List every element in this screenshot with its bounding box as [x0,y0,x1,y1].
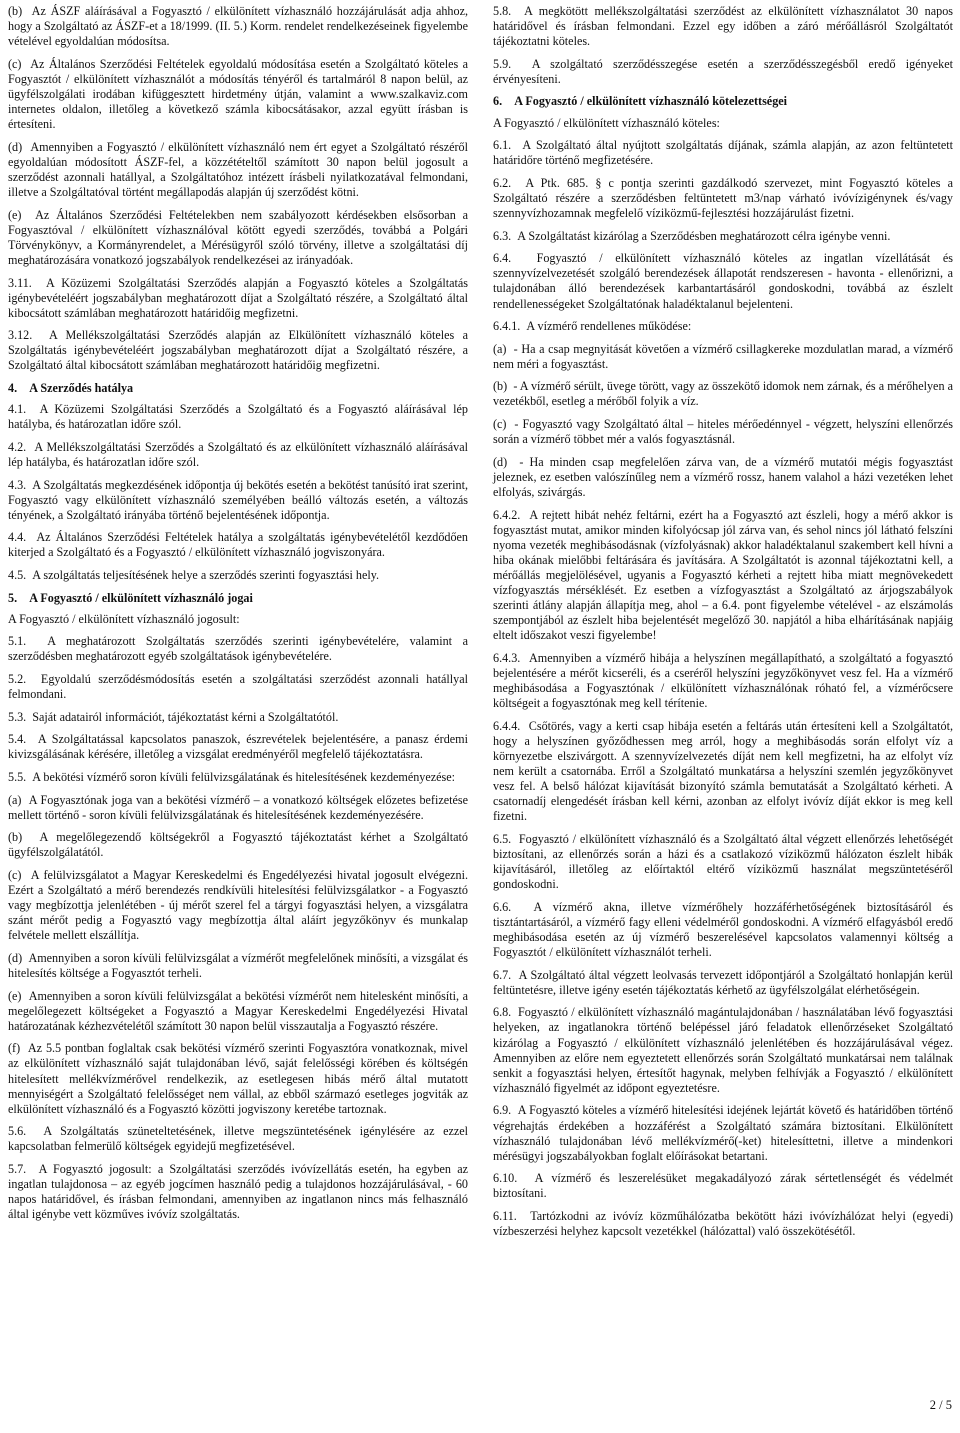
paragraph: (e) Amennyiben a soron kívüli felülvizsgálat a bekötési vízmérőt nem hitelesként minősíti, a megelőlegezett költségeket a Fogyasztó a Magyar Kereskedelmi Engedélyezési Hivatal határozatának kézhezvételétől számított 30 napon belül visszautalja a Fogyasztó részére. [8,988,468,1033]
paragraph: (a) A Fogyasztónak joga van a bekötési vízmérő – a vonatkozó költségek előzetes befizetése mellett történő - soron kívüli felülvizsgálatának és hitelesítésének kezdeményezésére. [8,792,468,822]
paragraph: A Fogyasztó / elkülönített vízhasználó jogosult: [8,611,240,626]
paragraph: 6.3. A Szolgáltatást kizárólag a Szerződésben meghatározott célra igénybe venni. [493,228,891,243]
paragraph: 3.11. A Közüzemi Szolgáltatási Szerződés alapján a Fogyasztó köteles a Szolgáltatás igénybevételéért jogszabályban meghatározott díjat a Szolgáltató részére, a Szolgáltató által kibocsátott számlában meghatározott határidőig megfizetni. [8,275,468,320]
right-column [493,4,953,1247]
paragraph: 6.2. A Ptk. 685. § c pontja szerinti gazdálkodó szervezet, mint Fogyasztó köteles a Szolgáltató részére a szerződésben feltüntetett m3/nap várható ivóvízigénynek és/vagy szennyvízhozamnak megfelelő víziközmű-fejlesztési hozzájárulást fizetni. [493,175,953,221]
paragraph: 6.11. Tartózkodni az ivóvíz közműhálózatba bekötött házi ivóvízhálózat helyi (egyedi) vízbeszerzési helyhez kapcsolt vezetékkel (hálózattal) való összekötésétől. [493,1208,953,1239]
paragraph: 4.5. A szolgáltatás teljesítésének helye a szerződés szerinti fogyasztási hely. [8,568,380,582]
paragraph: 5.3. Saját adatairól információt, tájékoztatást kérni a Szolgáltatótól. [8,709,339,724]
paragraph: 4.3. A Szolgáltatás megkezdésének időpontja új bekötés esetén a bekötést tanúsító irat szerint, Fogyasztó vagy elkülönített vízhasználó személyében beálló változás esetén, a változás tényének, a Szolgáltató irányába történő bejelentésének időpontja. [8,477,468,522]
paragraph: (d) Amennyiben a Fogyasztó / elkülönített vízhasználó nem ért egyet a Szolgáltató részéről egyoldalúan módosított ÁSZF-fel, a közzétételtől számított 30 napon belül jogosult a szerződést azonnali hatállyal, a Szolgáltatóhoz intézett írásbeli nyilatkozatával felmondani, illetve a Szolgáltatóval történt megállapodás alapján új szerződést kötni. [8,139,468,200]
paragraph: 6.4.1. A vízmérő rendellenes működése: [493,319,692,334]
paragraph: (f) Az 5.5 pontban foglaltak csak bekötési vízmérő szerinti Fogyasztóra vonatkoznak, mivel az elkülönített vízhasználó saját tulajdonában lévő, saját felelősségi körében és költségén hitelesített mellékvízmérővel rendelkezik, az esetlegesen hibás mérő által mutatott mennyiségért a Szolgáltató felelősséget nem vállal, az ebből származó esetleges jogviták az elkülönített vízhasználó és a Fogyasztó közötti jogviszony keretébe tartoznak. [8,1041,468,1116]
paragraph: (c) - Fogyasztó vagy Szolgáltató által – hiteles mérőedénnyel - végzett, helyszíni ellenőrzés során a vízmérő többet mér a valós fogyasztásnál. [493,417,953,447]
paragraph: 6.8. Fogyasztó / elkülönített vízhasználó magántulajdonában / használatában lévő fogyasztási helyeken, az ingatlanokra történő belépéssel járó feladatok ellenőrzéseket Szolgáltató kizárólag a Fogyasztó / elkülönített vízhasználó jelenlétében és hozzájárulásával végez. Amennyiben az előre nem egyeztetett ellenőrzés során Szolgáltató munkatársai nem találnak senkit a fogyasztási helyen, értesítőt hagynak, melyben felhívják a Fogyasztó / elkülönített vízhasználó figyelmét az időpont egyeztetésre. [493,1005,953,1095]
section-heading: 6. A Fogyasztó / elkülönített vízhasználó kötelezettségei [493,94,788,109]
paragraph: 6.5. Fogyasztó / elkülönített vízhasználó és a Szolgáltató által végzett ellenőrzés lehetőségét biztosítani, az ellenőrzés során a házi és a csatlakozó víziközmű hálózaton észlelt hibák kijavításáról, illetőleg az előírtaktól eltérő víziközmű használat megszüntetéséről gondoskodni. [493,831,953,892]
section-heading: 5. A Fogyasztó / elkülönített vízhasználó jogai [8,590,253,605]
paragraph: 6.6. A vízmérő akna, illetve vízmérőhely hozzáférhetőségének biztosításáról és tisztántartásáról, a vízmérő fagy elleni védelméről gondoskodni. A vízmérő elfagyásból eredő meghibásodása esetén az új vízmérő beszerelésével kapcsolatos valamennyi költség a Fogyasztót / elkülönített vízhasználót terheli. [493,899,953,960]
paragraph: 3.12. A Mellékszolgáltatási Szerződés alapján az Elkülönített vízhasználó köteles a Szolgáltatás igénybevételéért jogszabályban meghatározott díjat a Szolgáltató részére, a Szolgáltató által kibocsátott számlában meghatározott határidőig megfizetni. [8,328,468,373]
paragraph: A Fogyasztó / elkülönített vízhasználó köteles: [493,115,720,130]
paragraph: (b) Az ÁSZF aláírásával a Fogyasztó / elkülönített vízhasználó hozzájárulását adja ahhoz, hogy a Szolgáltató az ÁSZF-et a 18/1999. (II. 5.) Korm. rendelet rendelkezéseinek figyelembe vételével egyoldalúan módosítsa. [8,4,468,49]
paragraph: 6.7. A Szolgáltató által végzett leolvasás tervezett időpontjáról a Szolgáltató honlapján kerül feltüntetésre, illetve igény esetén tájékoztatás kérhető az ügyfélszolgálat elérhetőségein. [493,967,953,997]
paragraph: 4.2. A Mellékszolgáltatási Szerződés a Szolgáltató és az elkülönített vízhasználó aláírásával lép hatályba, és határozatlan időre szól. [8,439,468,469]
paragraph: 4.1. A Közüzemi Szolgáltatási Szerződés a Szolgáltató és a Fogyasztó aláírásával lép hatályba, és határozatlan időre szól. [8,402,468,432]
paragraph: 5.9. A szolgáltató szerződésszegése esetén a szerződésszegésből eredő igényeket érvényesíteni. [493,56,953,86]
paragraph: 5.8. A megkötött mellékszolgáltatási szerződést az elkülönített vízhasználatot 30 napos határidővel és írásban felmondani. Ezzel egy időben a záró mérőállásról Szolgáltatót tájékoztatni köteles. [493,4,953,49]
paragraph: 6.4.2. A rejtett hibát nehéz feltárni, ezért ha a Fogyasztó azt észleli, hogy a mérő akkor is fogyasztást mutat, amikor minden kifolyócsap jól zárva van, és sehol nincs jól látható felszíni nyoma vezeték meghibásodásnak (vízfolyásnak) akkor haladéktalanul szakembert kell hívni a hiba okának mielőbbi feltárására és javítására. A Szolgáltatót is azonnal tájékoztatni kell, a mérőállás megjelölésével, ugyanis a Fogyasztó kérheti a rejtett hiba miatt megnövekedett vízfogyasztás mérséklését. Ez esetben a vízfogyasztást a Szolgáltató az árjogszabályok szerinti átlány alapján állapítja meg, ahol – a 6.4. pont figyelembe vételével - az elszámolás szempontjából az észlelt hiba bejelentését megelőző 30. napjától a hiba elhárításának napjáig eltelt időszakot veszi figyelembe! [493,507,953,643]
paragraph: (b) - A vízmérő sérült, üvege törött, vagy az összekötő idomok nem zárnak, és a mérőhelyen a vezetékből, esetleg a mérőből folyik a víz. [493,379,953,409]
paragraph: (c) A felülvizsgálatot a Magyar Kereskedelmi és Engedélyezési hivatal jogosult elvégezni. Ezért a Szolgáltató a mérő berendezés rendkívüli hitelesítési felülvizsgálatkor - a Fogyasztó vagy megbízottja jelenlétében - új mérőt szerel fel a tárgyi fogyasztási helyen, a vizsgálatra szánt mérőt pedig a Fogyasztó vagy megbízottja által aláírt jegyzőkönyv és munkalap felvétele mellett elszállítja. [8,867,468,943]
paragraph: 6.1. A Szolgáltató által nyújtott szolgáltatás díjának, számla alapján, az azon feltüntetett határidőre történő megfizetésére. [493,138,953,168]
paragraph: (d) - Ha minden csap megfelelően zárva van, de a vízmérő mutatói mégis fogyasztást jeleznek, ez esetben valószínűleg nem a vízmérő rossz, hanem valahol a házi vezetéken lehet elfolyás, szivárgás. [493,454,953,499]
paragraph: 5.1. A meghatározott Szolgáltatás szerződés szerinti igénybevételére, valamint a szerződésben meghatározott egyéb szolgáltatások igénybevételére. [8,634,468,664]
paragraph: 6.9. A Fogyasztó köteles a vízmérő hitelesítési idejének lejártát követő és határidőben történő végrehajtás érdekében a hozzáférést a Szolgáltató számára biztosítani. Elkülönített vízhasználó tulajdonában lévő mellékvízmérő(-ket) hitelesíttetni, illetve a mindenkori mérésügyi jogszabályokban foglalt előírásokat betartani. [493,1103,953,1163]
paragraph: (d) Amennyiben a soron kívüli felülvizsgálat a vízmérőt megfelelőnek minősíti, a vizsgálat és hitelesítés költsége a Fogyasztót terheli. [8,950,468,980]
paragraph: 5.5. A bekötési vízmérő soron kívüli felülvizsgálatának és hitelesítésének kezdeményezése: [8,769,456,784]
paragraph: 5.7. A Fogyasztó jogosult: a Szolgáltatási szerződés ivóvízellátás esetén, ha egyben az ingatlan tulajdonosa – az egyéb jogcímen használó pedig a tulajdonos hozzájárulásával, - 60 napos határidővel, és írásban felmondani, amennyiben az ingatlanon nincs más felhasználó által igénybe vett közműves ivóvíz szolgáltatás. [8,1162,468,1222]
paragraph: 4.4. Az Általános Szerződési Feltételek hatálya a szolgáltatás igénybevételétől kezdődően kiterjed a Szolgáltató és a Fogyasztó / elkülönített vízhasználó jogviszonyára. [8,530,468,560]
paragraph: (c) Az Általános Szerződési Feltételek egyoldalú módosítása esetén a Szolgáltató köteles a Fogyasztót / elkülönített vízhasználót a módosítás tényéről és tartalmáról 8 napon belül, az ügyfélszolgálati irodában kifüggesztett hirdetmény útján, valamint a www.szalkaviz.com internetes oldalon, illetőleg a következő számla kibocsátásakor, azzal együtt írásban is értesíteni. [8,56,468,132]
paragraph: 6.10. A vízmérő és leszerelésüket megakadályozó zárak sértetlenségét és védelmét biztosítani. [493,1171,953,1201]
page-number: 2 / 5 [929,1398,952,1412]
paragraph: 5.6. A Szolgáltatás szüneteltetésének, illetve megszüntetésének igénylésére az ezzel kapcsolatban felmerülő költségek egyidejű megfizetésével. [8,1124,468,1154]
paragraph: 6.4.4. Csőtörés, vagy a kerti csap hibája esetén a feltárás után értesíteni kell a Szolgáltatót, hogy a helyszínen győződhessen meg arról, hogy a meghibásodás során elfolyt víz a környezetbe elszivárgott. A szennyvízelvezetés díját nem kell megfizetni, ha az elfolyt víz nem került a csatornába. Erről a Szolgáltató munkatársa a helyszíni szemlén jegyzőkönyvet vesz fel. A belső hálózat kijavítását bizonyító számla bemutatását a Szolgáltató kérheti. A csatornadíj elengedését írásban kell kérni, azonban az elfolyt ivóvíz díját ekkor is meg kell fizetni. [493,718,953,824]
section-heading: 4. A Szerződés hatálya [8,381,134,396]
left-column [8,4,468,1230]
paragraph: 6.4.3. Amennyiben a vízmérő hibája a helyszínen megállapítható, a szolgáltató a fogyasztó bejelentésére a mérőt kicseréli, és a cseréről helyszíni jegyzőkönyvet vesz fel. Ha a vízmérő meghibásodása a Fogyasztónak / elkülönített vízhasználónak róható fel, a vízmérőcsere költségeit a fogyasztónak meg kell térítenie. [493,650,953,711]
paragraph: (a) - Ha a csap megnyitását követően a vízmérő csillagkereke mozdulatlan marad, a vízmérő nem méri a fogyasztást. [493,341,953,371]
paragraph: 6.4. Fogyasztó / elkülönített vízhasználó köteles az ingatlan vízellátását és szennyvízelvezetését szolgáló berendezések állapotát rendszeresen - havonta - ellenőrizni, a tulajdonában álló berendezések karbantartásáról gondoskodni, továbbá az észlelt rendellenességeket Szolgáltatónak haladéktalanul bejelenteni. [493,251,953,311]
paragraph: (e) Az Általános Szerződési Feltételekben nem szabályozott kérdésekben elsősorban a Fogyasztóval / elkülönített vízhasználóval kötött egyedi szerződés, továbbá a Polgári Törvénykönyv, a Kormányrendelet, a Mérésügyről szóló törvény, illetve a szolgáltatási díj meghatározására vonatkozó jogszabályok rendelkezései az irányadóak. [8,207,468,267]
paragraph: 5.4. A Szolgáltatással kapcsolatos panaszok, észrevételek bejelentésére, a panasz érdemi kivizsgálásának kérésére, illetőleg a vizsgálat eredményéről megfelelő tájékoztatásra. [8,732,468,762]
paragraph: (b) A megelőlegezendő költségekről a Fogyasztó tájékoztatást kérhet a Szolgáltató ügyfélszolgálatától. [8,830,468,860]
paragraph: 5.2. Egyoldalú szerződésmódosítás esetén a szolgáltatási szerződést azonnali hatállyal felmondani. [8,671,468,702]
